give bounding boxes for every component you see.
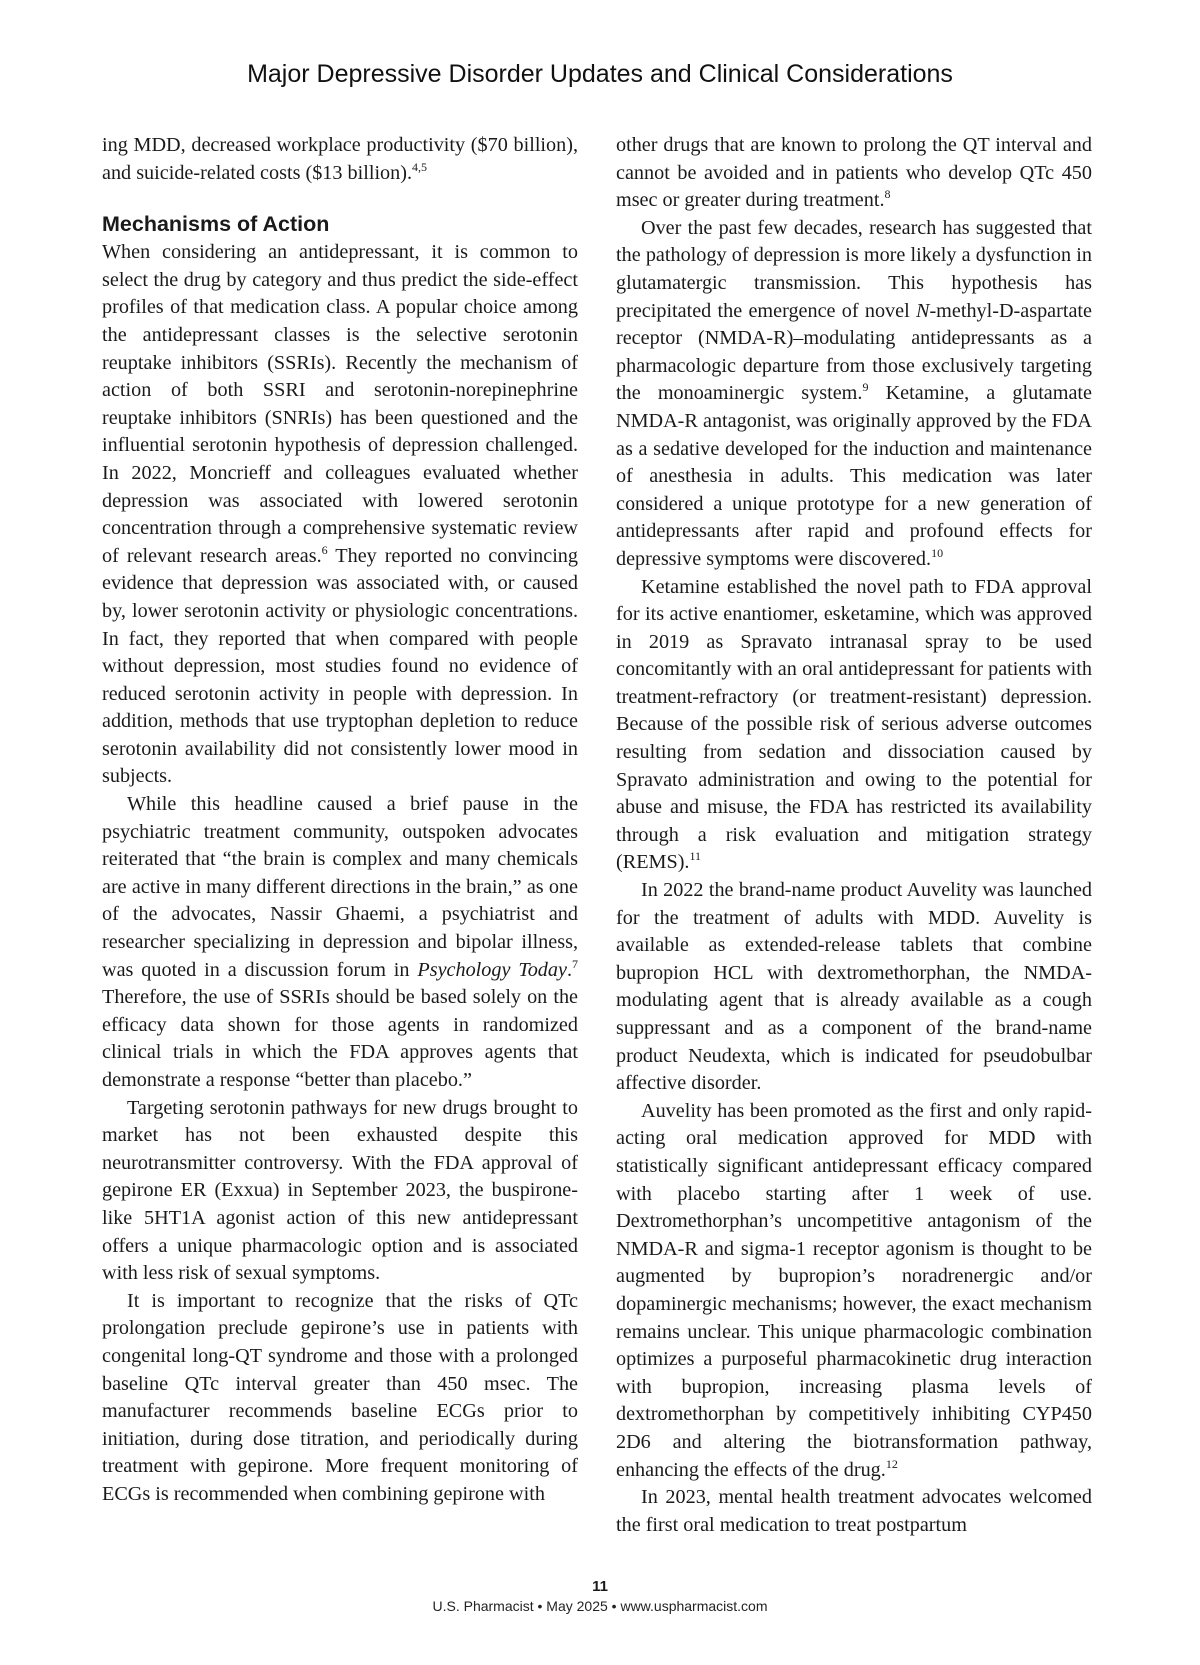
reference-superscript: 9 bbox=[862, 380, 869, 395]
paragraph: When considering an antidepressant, it is common to select the drug by category and thus predict the side-effect profiles of that medication class. A popular choice among the antidepressant classes is the selective serotonin reuptake inhibitors (SSRIs). Recently the mechanism of action of both SSRI and serotonin-norepinephrine reuptake inhibitors (SNRIs) has been questioned and the influential serotonin hypothesis of depression challenged. In 2022, Moncrieff and colleagues evaluated whether depression was associated with lowered serotonin concentration through a comprehensive systematic review of relevant research areas.$^6$ They reported no convincing evidence that depression was associated with, or caused by, lower serotonin activity or physiologic concentrations. In fact, they reported that when compared with people without depression, most studies found no evidence of reduced serotonin activity in people with depression. In addition, methods that use tryptophan depletion to reduce serotonin availability did not consistently lower mood in subjects. bbox=[102, 241, 578, 788]
paragraph: Targeting serotonin pathways for new drugs brought to market has not been exhausted despite this neurotransmitter controversy. With the FDA approval of gepirone ER (Exxua) in September 2023, the buspirone-like 5HT1A agonist action of this new antidepressant offers a unique pharmacologic option and is associated with less risk of sexual symptoms. bbox=[102, 1096, 578, 1285]
running-head-title: Major Depressive Disorder Updates and Clinical Considerations bbox=[247, 60, 953, 88]
paragraph-continued: other drugs that are known to prolong the QT interval and cannot be avoided and in patients who develop QTc 450 msec or greater during treatment.$^8$ bbox=[616, 134, 1092, 212]
paragraph: Auvelity has been promoted as the first and only rapid-acting oral medication approved for MDD with statistically significant antidepressant efficacy compared with placebo starting after 1 week of use. Dextromethorphan’s uncompetitive antagonism of the NMDA-R and sigma-1 receptor agonism is thought to be augmented by bupropion’s noradrenergic and/or dopaminergic mechanisms; however, the exact mechanism remains unclear. This unique pharmacologic combination optimizes a purposeful pharmacokinetic drug interaction with bupropion, increasing plasma levels of dextromethorphan by competitively inhibiting CYP450 2D6 and altering the biotransformation pathway, enhancing the effects of the drug.$^{12}$ bbox=[616, 1099, 1092, 1481]
reference-superscript: 8 bbox=[884, 187, 891, 202]
reference-superscript: 6 bbox=[321, 542, 328, 557]
left-column bbox=[102, 132, 578, 1509]
paragraph: It is important to recognize that the risks of QTc prolongation preclude gepirone’s use in patients with congenital long-QT syndrome and those with a prolonged baseline QTc interval greater than 450 msec. The manufacturer recommends baseline ECGs prior to initiation, during dose titration, and periodically during treatment with gepirone. More frequent monitoring of ECGs is recommended when combining gepirone with bbox=[102, 1289, 578, 1505]
paragraph: In 2023, mental health treatment advocates welcomed the first oral medication to treat postpartum bbox=[616, 1486, 1092, 1536]
reference-superscript: 10 bbox=[931, 545, 944, 560]
journal-title: Psychology Today bbox=[417, 958, 567, 981]
reference-superscript: 4,5 bbox=[412, 159, 428, 174]
page-number: 11 bbox=[592, 1578, 608, 1595]
paragraph: Ketamine established the novel path to FDA approval for its active enantiomer, esketamine, which was approved in 2019 as Spravato intranasal spray to be used concomitantly with an oral antidepressant for patients with treatment-refractory (or treatment-resistant) depression. Because of the possible risk of serious adverse outcomes resulting from sedation and dissociation caused by Spravato administration and owing to the potential for abuse and misuse, the FDA has restricted its availability through a risk evaluation and mitigation strategy (REMS).$^{11}$ bbox=[616, 575, 1092, 874]
section-heading: Mechanisms of Action bbox=[102, 212, 330, 237]
right-column bbox=[616, 132, 1092, 1539]
publication-footer: U.S. Pharmacist • May 2025 • www.uspharmacist.com bbox=[432, 1598, 768, 1614]
paragraph-continued: ing MDD, decreased workplace productivity ($70 billion), and suicide-related costs ($13 billion).$^{4,5}$ bbox=[102, 134, 578, 184]
reference-superscript: 11 bbox=[689, 849, 702, 864]
reference-superscript: 12 bbox=[885, 1456, 898, 1471]
reference-superscript: 7 bbox=[572, 956, 578, 971]
paragraph: While this headline caused a brief pause in the psychiatric treatment community, outspoken advocates reiterated that “the brain is complex and many chemicals are active in many different directions in the brain,” as one of the advocates, Nassir Ghaemi, a psychiatrist and researcher specializing in depression and bipolar illness, was quoted in a discussion forum in Psychology Today.$^7$ Therefore, the use of SSRIs should be based solely on the efficacy data shown for those agents in randomized clinical trials in which the FDA approves agents that demonstrate a response “better than placebo.” bbox=[102, 793, 578, 1091]
paragraph: In 2022 the brand-name product Auvelity was launched for the treatment of adults with MDD. Auvelity is available as extended-release tablets that combine bupropion HCL with dextromethorphan, the NMDA-modulating agent that is already available as a cough suppressant and as a component of the brand-name product Neudexta, which is indicated for pseudobulbar affective disorder. bbox=[616, 879, 1092, 1095]
italic-term: N bbox=[915, 299, 930, 322]
paragraph: Over the past few decades, research has suggested that the pathology of depression is more likely a dysfunction in glutamatergic transmission. This hypothesis has precipitated the emergence of novel N-methyl-D-aspartate receptor (NMDA-R)–modulating antidepressants as a pharmacologic departure from those exclusively targeting the monoaminergic system.$^9$ Ketamine, a glutamate NMDA-R antagonist, was originally approved by the FDA as a sedative developed for the induction and maintenance of anesthesia in adults. This medication was later considered a unique prototype for a new generation of antidepressants after rapid and profound effects for depressive symptoms were discovered.$^{10}$ bbox=[616, 216, 1092, 570]
